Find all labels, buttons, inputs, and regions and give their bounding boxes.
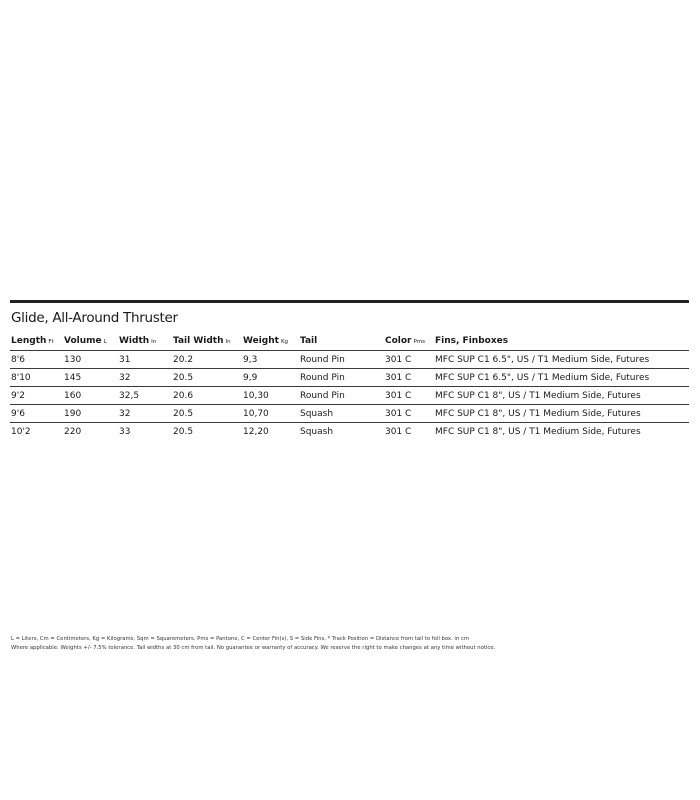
- cell-width: 31: [118, 351, 172, 369]
- cell-length: 9'6: [10, 405, 63, 423]
- column-label: Fins, Finboxes: [435, 336, 509, 346]
- column-unit: In: [151, 339, 157, 345]
- cell-volume: 160: [63, 387, 118, 405]
- cell-color: 301 C: [384, 405, 434, 423]
- cell-color: 301 C: [384, 351, 434, 369]
- column-label: Tail: [300, 336, 318, 346]
- spec-sheet: [10, 300, 689, 440]
- cell-length: 10'2: [11, 426, 31, 437]
- cell-tail: Round Pin: [299, 351, 384, 369]
- cell-length: 9'2: [10, 387, 63, 405]
- cell-tail: Round Pin: [299, 369, 384, 387]
- column-unit: In: [225, 339, 231, 345]
- column-unit: L: [103, 339, 107, 345]
- cell-width: 32,5: [118, 387, 172, 405]
- cell-color: 301 C: [385, 426, 412, 437]
- column-unit: Ft: [48, 339, 54, 345]
- cell-volume: 145: [63, 369, 118, 387]
- spec-table: [10, 332, 689, 440]
- title-rule: [10, 300, 689, 303]
- column-header-volume: [63, 332, 118, 351]
- cell-tail-width: 20.6: [172, 387, 242, 405]
- column-header-color: [384, 332, 434, 351]
- column-label: Volume: [64, 336, 102, 346]
- column-label: Color: [385, 336, 412, 346]
- cell-weight: 9,3: [242, 351, 299, 369]
- cell-fins: MFC SUP C1 6.5", US / T1 Medium Side, Futures: [434, 351, 689, 369]
- footnotes: [11, 635, 495, 653]
- cell-weight: 9,9: [242, 369, 299, 387]
- footnote-abbreviations: L = Liters, Cm = Centimeters, Kg = Kilograms, Sqm = Squaremeters, Pms = Pantone, C = Center Fin(s), S = Side Fins, * Track Position = Distance from tail to foil box. in cm: [11, 636, 470, 642]
- cell-width: 33: [119, 426, 131, 437]
- cell-tail-width: 20.5: [173, 426, 194, 437]
- cell-fins: MFC SUP C1 6.5", US / T1 Medium Side, Futures: [434, 369, 689, 387]
- table-row: [10, 423, 689, 441]
- column-header-tail: [299, 332, 384, 351]
- cell-length: 8'6: [10, 351, 63, 369]
- cell-tail: Round Pin: [299, 387, 384, 405]
- table-header-row: [10, 332, 689, 351]
- cell-tail-width: 20.5: [172, 369, 242, 387]
- table-row: [10, 369, 689, 387]
- cell-volume: 130: [63, 351, 118, 369]
- cell-width: 32: [118, 405, 172, 423]
- column-header-fins: [434, 332, 689, 351]
- column-header-length: [10, 332, 63, 351]
- cell-fins: MFC SUP C1 8", US / T1 Medium Side, Futures: [434, 387, 689, 405]
- cell-volume: 220: [64, 426, 82, 437]
- cell-weight: 10,30: [242, 387, 299, 405]
- column-label: Tail Width: [173, 336, 224, 346]
- cell-fins: MFC SUP C1 8", US / T1 Medium Side, Futures: [434, 405, 689, 423]
- cell-volume: 190: [63, 405, 118, 423]
- cell-weight: 10,70: [242, 405, 299, 423]
- footnote-disclaimer: Where applicable: Weights +/- 7.5% tolerance. Tail widths at 30 cm from tail. No guarantee or warranty of accuracy. We reserve the right to make changes at any time without notice.: [11, 645, 496, 651]
- column-unit: Pms: [413, 339, 426, 345]
- column-header-width: [118, 332, 172, 351]
- cell-tail: Squash: [300, 426, 334, 437]
- column-label: Weight: [243, 336, 279, 346]
- cell-color: 301 C: [384, 369, 434, 387]
- column-label: Length: [11, 336, 47, 346]
- column-label: Width: [119, 336, 150, 346]
- table-row: [10, 405, 689, 423]
- cell-fins: MFC SUP C1 8", US / T1 Medium Side, Futures: [435, 426, 641, 437]
- column-unit: Kg: [280, 339, 289, 345]
- product-title: Glide, All-Around Thruster: [11, 310, 178, 326]
- cell-length: 8'10: [10, 369, 63, 387]
- cell-tail-width: 20.5: [172, 405, 242, 423]
- column-header-tail-width: [172, 332, 242, 351]
- cell-width: 32: [118, 369, 172, 387]
- cell-weight: 12,20: [243, 426, 269, 437]
- cell-tail-width: 20.2: [172, 351, 242, 369]
- cell-color: 301 C: [384, 387, 434, 405]
- cell-tail: Squash: [299, 405, 384, 423]
- table-row: [10, 351, 689, 369]
- table-row: [10, 387, 689, 405]
- column-header-weight: [242, 332, 299, 351]
